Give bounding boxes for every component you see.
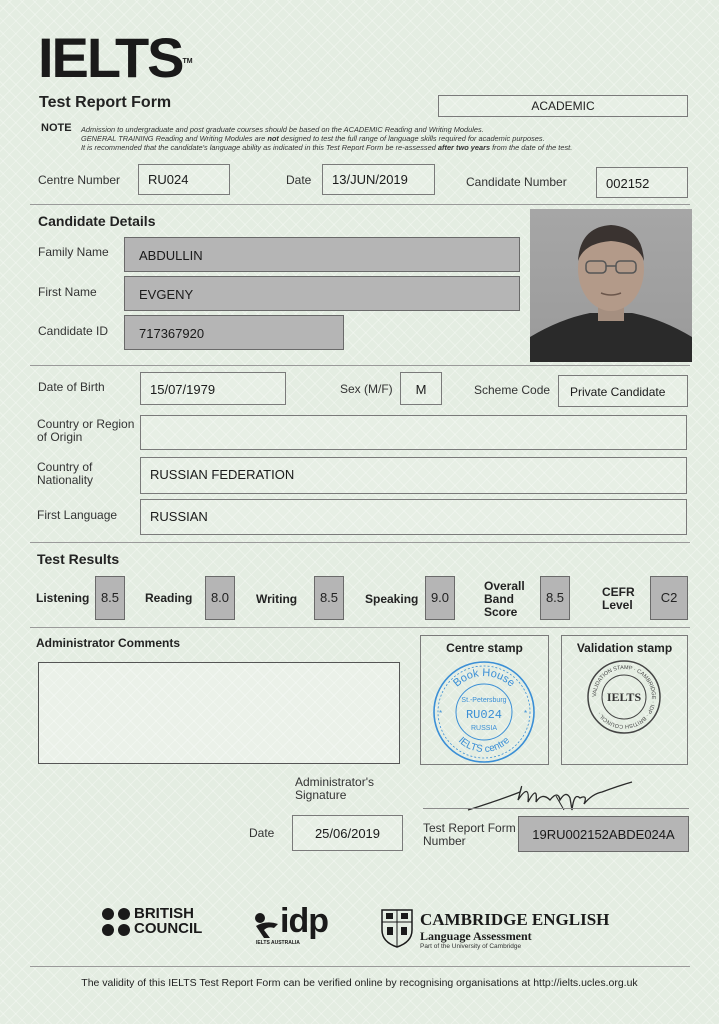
date-label: Date — [286, 173, 312, 187]
dob-field — [140, 372, 286, 405]
listening-score: 8.5 — [95, 576, 125, 620]
candidate-id-field — [124, 315, 344, 350]
note-label: NOTE — [41, 122, 72, 134]
administrator-comments-box — [38, 662, 400, 764]
test-date-field — [322, 164, 435, 195]
nationality-value: RUSSIAN FEDERATION — [150, 467, 295, 482]
candidate-number-field — [596, 167, 688, 198]
administrator-signature — [460, 770, 635, 820]
first-language-label: First Language — [37, 508, 118, 522]
idp-subtext: IELTS AUSTRALIA — [256, 940, 300, 946]
star-icon: * — [439, 709, 443, 718]
trf-number-field — [518, 816, 689, 852]
first-name-field — [124, 276, 520, 311]
dob-label: Date of Birth — [38, 380, 105, 394]
candidate-id-label: Candidate ID — [38, 324, 109, 338]
reading-score: 8.0 — [205, 576, 235, 620]
first-language-field — [140, 499, 687, 535]
note-line-3: It is recommended that the candidate's language ability as indicated in this Test Report Form be re-assessed after two years from the date of the test. — [81, 143, 573, 152]
listening-label: Listening — [36, 591, 90, 605]
dob-value: 15/07/1979 — [150, 382, 216, 397]
overall-band-score: 8.5 — [540, 576, 570, 620]
idp-logo — [252, 904, 332, 948]
candidate-number-value: 002152 — [606, 176, 650, 191]
speaking-label: Speaking — [365, 592, 419, 606]
centre-stamp-label: Centre stamp — [446, 641, 523, 655]
scheme-code-label: Scheme Code — [474, 383, 551, 397]
module-value: ACADEMIC — [531, 99, 595, 113]
candidate-number-label: Candidate Number — [466, 175, 567, 189]
reading-label: Reading — [145, 591, 193, 605]
centre-number-label: Centre Number — [38, 173, 121, 187]
divider — [30, 365, 690, 366]
candidate-photo — [530, 209, 692, 362]
first-name-label: First Name — [38, 285, 97, 299]
issue-date-label: Date — [249, 826, 275, 840]
test-results-title: Test Results — [37, 551, 120, 567]
origin-label: Country or Region of Origin — [37, 417, 135, 444]
family-name-value: ABDULLIN — [139, 248, 203, 263]
centre-number-field — [138, 164, 230, 195]
stamp-bottom-text: IELTS centre — [456, 735, 512, 756]
family-name-field — [124, 237, 520, 272]
trf-number-value: 19RU002152ABDE024A — [532, 827, 675, 842]
sex-label: Sex (M/F) — [340, 382, 393, 396]
cefr-level-label: CEFR Level — [602, 585, 635, 612]
writing-score: 8.5 — [314, 576, 344, 620]
scheme-code-field — [558, 375, 688, 407]
issue-date-value: 25/06/2019 — [314, 826, 381, 841]
issue-date-field — [292, 815, 403, 851]
first-language-value: RUSSIAN — [150, 509, 208, 524]
writing-label: Writing — [256, 592, 298, 606]
cambridge-line-2: Language Assessment — [420, 929, 532, 943]
cambridge-line-3: Part of the University of Cambridge — [420, 943, 522, 950]
centre-number-value: RU024 — [148, 172, 189, 187]
stamp-city-text: St.-Petersburg — [461, 697, 507, 704]
note-text — [81, 125, 572, 152]
nationality-field — [140, 457, 687, 494]
note-line-1: Admission to undergraduate and post graduate courses should be based on the ACADEMIC Reading and Writing Modules. — [81, 125, 484, 134]
stamp-country-text: RUSSIA — [470, 725, 498, 732]
divider — [30, 204, 690, 205]
svg-text:IELTS centre — [456, 735, 512, 755]
portrait-image — [530, 209, 692, 362]
origin-field — [140, 415, 687, 450]
ielts-logo — [38, 26, 193, 89]
star-icon: * — [524, 709, 528, 718]
divider — [30, 966, 690, 967]
centre-stamp — [430, 658, 538, 766]
administrator-comments-label: Administrator Comments — [36, 636, 181, 650]
svg-text:Book House — [451, 667, 517, 690]
validation-stamp — [586, 659, 662, 735]
british-council-line-2: COUNCIL — [134, 920, 203, 937]
validation-stamp-label: Validation stamp — [576, 641, 673, 655]
validation-ring-text: VALIDATION STAMP · CAMBRIDGE · IDP · BRITISH COUNCIL · — [591, 664, 657, 730]
form-title: Test Report Form — [39, 94, 172, 111]
trademark-mark: TM — [182, 58, 193, 65]
idp-figure-icon — [252, 910, 282, 940]
ielts-logo-text: IELTS — [38, 26, 183, 89]
overall-band-label: Overall Band Score — [484, 579, 525, 619]
cambridge-shield-icon — [380, 908, 414, 948]
first-name-value: EVGENY — [139, 287, 194, 302]
candidate-details-title: Candidate Details — [38, 213, 156, 229]
speaking-score: 9.0 — [425, 576, 455, 620]
nationality-label: Country of Nationality — [37, 460, 94, 487]
administrator-signature-label: Administrator's Signature — [295, 775, 374, 802]
stamp-code-text: RU024 — [465, 708, 503, 722]
family-name-label: Family Name — [38, 245, 109, 259]
stamp-top-text: Book House — [451, 666, 517, 690]
signature-line — [423, 808, 689, 809]
divider — [30, 627, 690, 628]
british-council-line-1: BRITISH — [134, 905, 194, 922]
validity-notice: The validity of this IELTS Test Report Form can be verified online by recognising organisations at http://ielts.ucles.org.uk — [81, 977, 638, 989]
module-box — [438, 95, 688, 117]
sex-value: M — [415, 382, 427, 397]
british-council-dots-icon — [100, 906, 132, 938]
validation-center-text: IELTS — [606, 690, 642, 704]
divider — [30, 542, 690, 543]
test-date-value: 13/JUN/2019 — [332, 172, 408, 187]
sex-field — [400, 372, 442, 405]
cefr-level-score: C2 — [650, 576, 688, 620]
trf-number-label: Test Report Form Number — [423, 821, 516, 848]
cambridge-line-1: CAMBRIDGE ENGLISH — [420, 910, 610, 929]
scheme-code-value: Private Candidate — [570, 385, 666, 399]
idp-text: idp — [280, 902, 328, 940]
note-line-2: GENERAL TRAINING Reading and Writing Modules are not designed to test the full range of language skills required for academic purposes. — [81, 134, 545, 143]
candidate-id-value: 717367920 — [139, 326, 205, 341]
